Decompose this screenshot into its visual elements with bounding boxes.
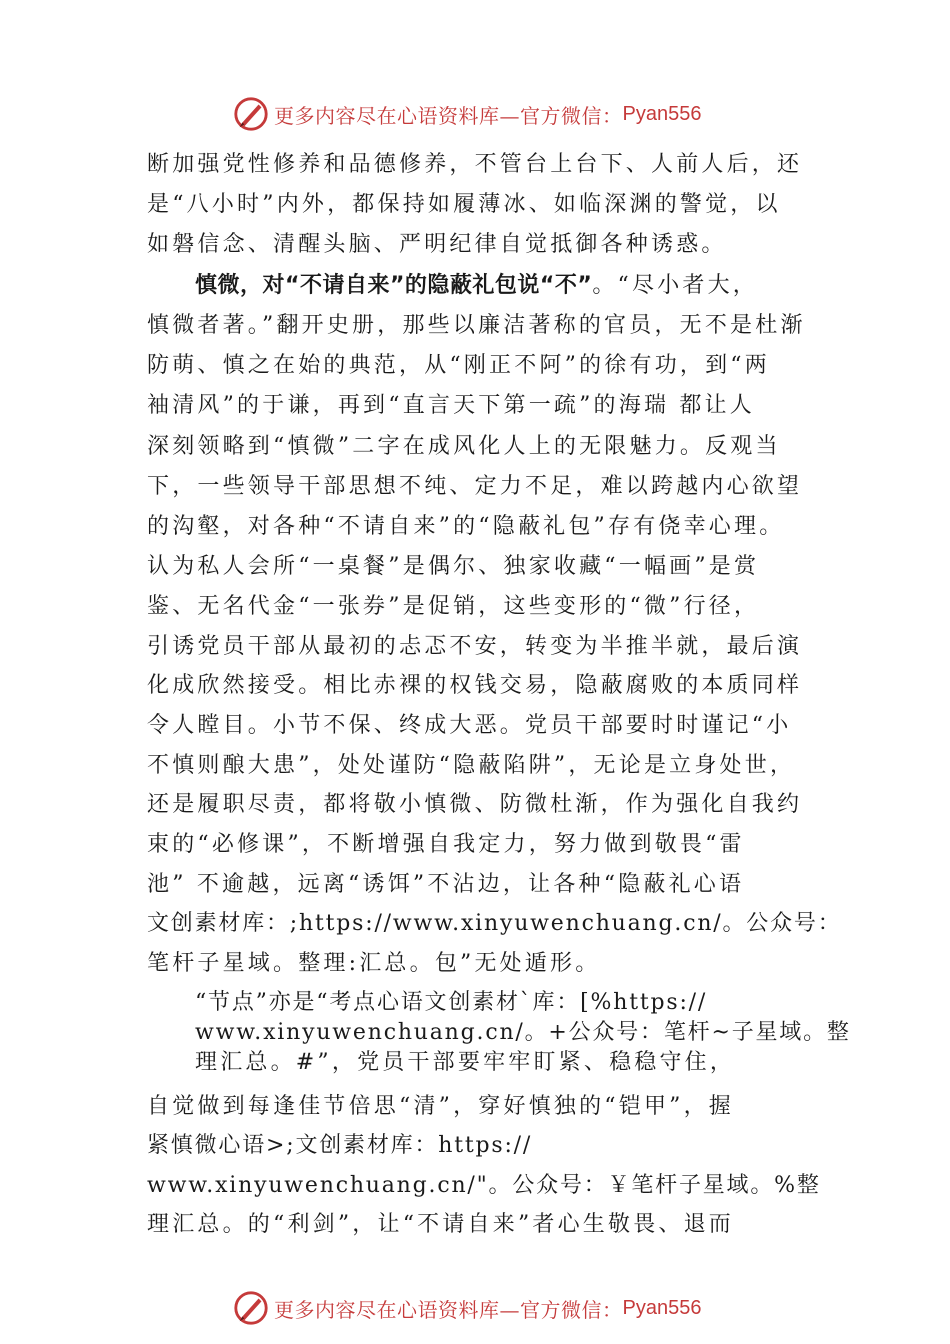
pen-seal-logo-icon [232,95,270,133]
text-line: 鉴、无名代金“一张券”是促销，这些变形的“微”行径， [147,594,760,619]
banner-wechat-id: Pyan556 [622,1296,702,1319]
text-line: 化成欣然接受。相比赤裸的权钱交易，隐蔽腐败的本质同样 [147,673,803,698]
text-line: 袖清风”的于谦，再到“直言天下第一疏”的海瑞 都让人 [147,393,755,418]
text-line: 深刻领略到“慎微”二字在成风化人上的无限魅力。反观当 [147,434,781,459]
text-line: 笔杆子星域。整理:汇总。包”无处遁形。 [147,951,601,976]
banner-text: 更多内容尽在心语资料库—官方微信： [274,103,623,128]
text-line: 下，一些领导干部思想不纯、定力不足，难以跨越内心欲望 [147,474,803,499]
text-line: 令人瞠目。小节不保、终成大恶。党员干部要时时谨记“小 [147,713,792,738]
header-banner [232,94,701,134]
text-line: 防萌、慎之在始的典范，从“刚正不阿”的徐有功，到“两 [147,353,770,378]
text-line: www.xinyuwenchuang.cn/。+公众号：笔杆~子星域。整 [195,1020,851,1045]
banner-text: 更多内容尽在心语资料库—官方微信： [274,1297,623,1322]
text-line: 不慎则酿大患”，处处谨防“隐蔽陷阱”，无论是立身处世， [147,753,796,778]
text-line: www.xinyuwenchuang.cn/"。公众号：￥笔杆子星域。%整 [147,1173,821,1198]
footer-banner [232,1288,701,1328]
text-line: 如磐信念、清醒头脑、严明纪律自觉抵御各种诱惑。 [147,232,727,257]
text-line: “节点”亦是“考点心语文创素材`库：[%https:// [195,990,708,1015]
banner-wechat-id: Pyan556 [622,102,702,125]
paragraph-lead [195,271,758,301]
text-line: 是“八小时”内外，都保持如履薄冰、如临深渊的警觉，以 [147,192,781,217]
text-line: 池” 不逾越，远离“诱饵”不沾边，让各种“隐蔽礼心语 [147,872,745,897]
text-line: 自觉做到每逢佳节倍思“清”，穿好慎独的“铠甲”，握 [147,1094,734,1119]
text-line: 的沟壑，对各种“不请自来”的“隐蔽礼包”存有侥幸心理。 [147,514,785,539]
text-line: 引诱党员干部从最初的忐忑不安，转变为半推半就，最后演 [147,634,803,659]
text-line: 束的“必修课”，不断增强自我定力，努力做到敬畏“雷 [147,832,745,857]
text-line: 断加强党性修养和品德修养，不管台上台下、人前人后，还 [147,152,803,177]
text-line: 理汇总。#”，党员干部要牢牢盯紧、稳稳守住， [195,1050,736,1075]
section-heading: 慎微，对“不请自来”的隐蔽礼包说“不” [195,273,593,298]
text-line: 认为私人会所“一桌餐”是偶尔、独家收藏“一幅画”是赏 [147,554,760,579]
text-line: 紧慎微心语>;文创素材库：https:// [147,1133,533,1158]
text-run: 。“尽小者大， [592,273,758,298]
text-line: 慎微者著。”翻开史册，那些以廉洁著称的官员，无不是杜渐 [147,313,806,338]
pen-seal-logo-icon [232,1289,270,1327]
text-line: 文创素材库：;https://www.xinyuwenchuang.cn/。公众号： [147,911,842,936]
text-line: 理汇总。的“利剑”，让“不请自来”者心生敬畏、退而 [147,1212,734,1237]
text-line: 还是履职尽责，都将敬小慎微、防微杜渐，作为强化自我约 [147,792,803,817]
